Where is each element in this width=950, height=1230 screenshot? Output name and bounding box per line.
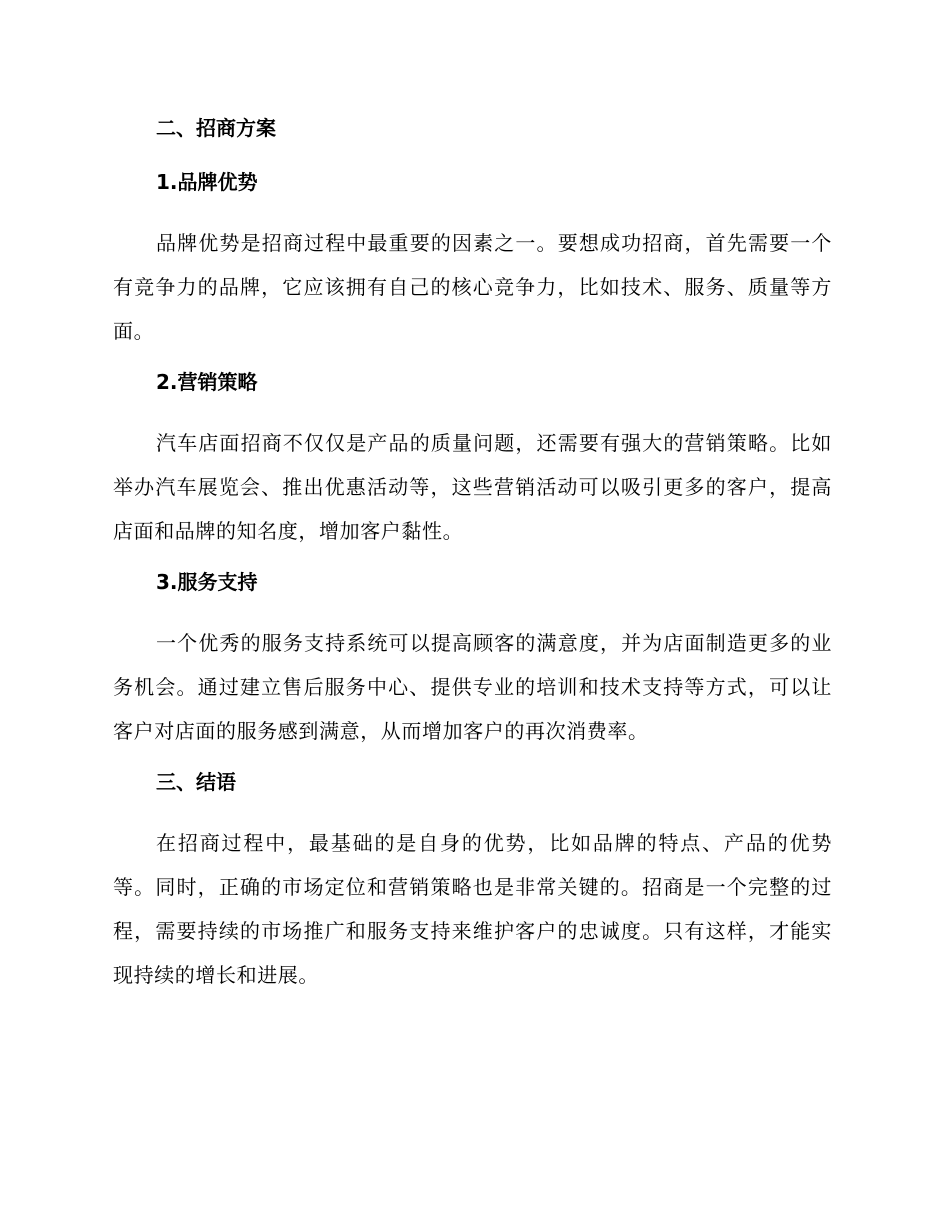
section-heading-service-support: 3.服务支持 <box>156 570 258 594</box>
section-heading-brand-advantage: 1.品牌优势 <box>156 170 258 194</box>
paragraph-service-support: 一个优秀的服务支持系统可以提高顾客的满意度，并为店面制造更多的业务机会。通过建立售后服务中心、提供专业的培训和技术支持等方式，可以让客户对店面的服务感到满意，从而增加客户的再次消费率。 <box>113 631 832 743</box>
paragraph-marketing-strategy: 汽车店面招商不仅仅是产品的质量问题，还需要有强大的营销策略。比如举办汽车展览会、推出优惠活动等，这些营销活动可以吸引更多的客户，提高店面和品牌的知名度，增加客户黏性。 <box>113 431 832 543</box>
paragraph-conclusion: 在招商过程中，最基础的是自身的优势，比如品牌的特点、产品的优势等。同时，正确的市场定位和营销策略也是非常关键的。招商是一个完整的过程，需要持续的市场推广和服务支持来维护客户的忠诚度。只有这样，才能实现持续的增长和进展。 <box>113 831 832 987</box>
section-heading-conclusion: 三、结语 <box>156 770 236 794</box>
section-heading-marketing-strategy: 2.营销策略 <box>156 370 258 394</box>
paragraph-brand-advantage: 品牌优势是招商过程中最重要的因素之一。要想成功招商，首先需要一个有竞争力的品牌，它应该拥有自己的核心竞争力，比如技术、服务、质量等方面。 <box>113 231 832 343</box>
section-heading-investment-plan: 二、招商方案 <box>156 116 276 140</box>
